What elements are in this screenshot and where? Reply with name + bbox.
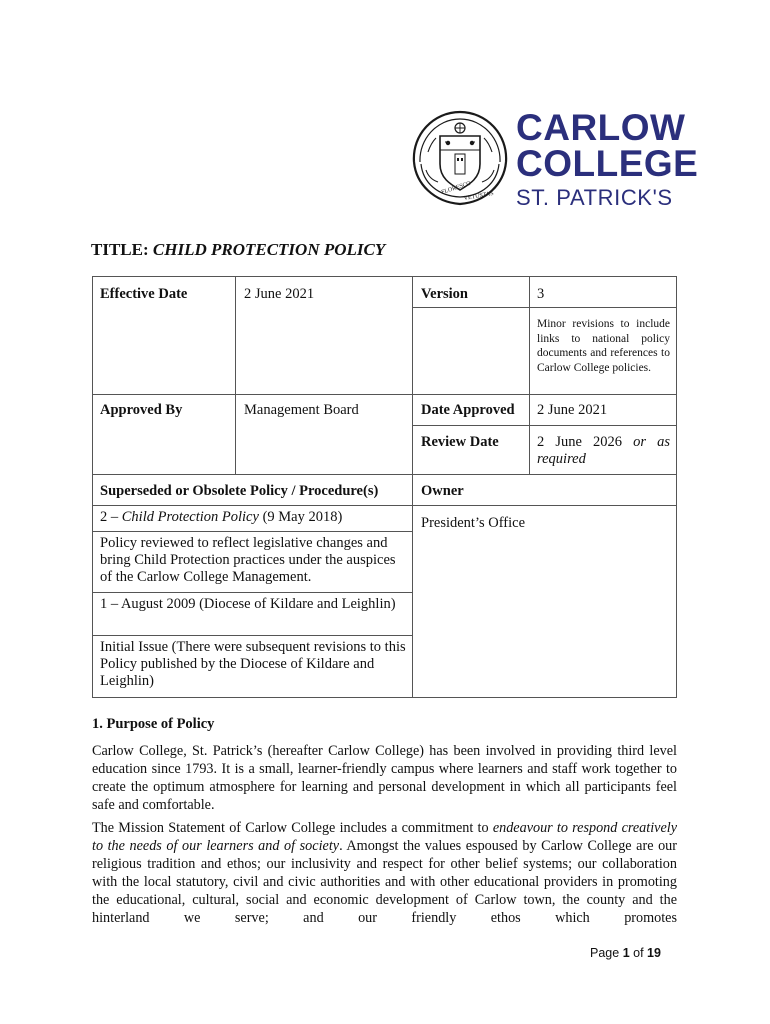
review-date-label: Review Date <box>421 434 499 450</box>
table-border-top <box>92 276 677 277</box>
table-col-rule-3 <box>529 276 530 475</box>
of-word: of <box>633 946 644 960</box>
carlow-college-crest <box>404 104 516 212</box>
review-date-suffix: or as required <box>537 434 670 467</box>
paragraph-introduction: Carlow College, St. Patrick’s (hereafter Carlow College) has been involved in providing third level education since 1793. It is a small, learner-friendly campus where learners and staff work together to create the optimum atmosphere for learning and personal development in which all participants feel safe and comfortable. <box>92 743 677 813</box>
paragraph-mission-statement <box>92 819 677 927</box>
owner-value: President’s Office <box>421 515 526 531</box>
mission-text-start: The Mission Statement of Carlow College includes a commitment to <box>92 820 493 836</box>
title-value: CHILD PROTECTION POLICY <box>152 240 386 259</box>
policy-details-table <box>92 276 677 698</box>
date-approved-label: Date Approved <box>421 402 515 418</box>
table-rule-superseded-header <box>92 505 677 506</box>
college-wordmark <box>516 107 699 212</box>
version-note: Minor revisions to include links to national policy documents and references to Carlow College policies. <box>537 318 670 374</box>
mission-text-rest: . Amongst the values espoused by Carlow College are our religious tradition and ethos; our inclusivity and respect for other belief systems; our collaboration with the local statutory, civil and civic authorities and with other educational providers in promoting the educational, cultural, social and economic development of Carlow town, the county and the hinterland we serve; and our friendly ethos which promotes <box>92 838 677 926</box>
wordmark-college: COLLEGE <box>516 143 699 184</box>
svg-text:FLORESCO: FLORESCO <box>440 180 472 196</box>
table-rule-approved <box>92 394 677 395</box>
wordmark-carlow: CARLOW <box>516 107 686 148</box>
page-number <box>590 946 661 960</box>
table-border-left <box>92 276 93 698</box>
wordmark-st-patricks: ST. PATRICK'S <box>516 185 673 210</box>
table-rule-superseded <box>92 474 677 475</box>
effective-date-value: 2 June 2021 <box>244 286 315 302</box>
svg-text:VETUSTAS: VETUSTAS <box>463 190 495 202</box>
page-word: Page <box>590 946 620 960</box>
table-rule-item3 <box>92 635 412 636</box>
superseded-item-1 <box>100 509 405 526</box>
version-label: Version <box>421 286 468 302</box>
superseded-item-2: Policy reviewed to reflect legislative changes and bring Child Protection practices under the auspices of the Carlow College Management. <box>100 535 396 585</box>
table-rule-review <box>412 425 677 426</box>
owner-label: Owner <box>421 483 464 499</box>
mission-text-quote: endeavour to respond creatively to the needs of our learners and of society <box>92 820 677 854</box>
review-date-value: 2 June 2026 <box>537 434 623 450</box>
version-value: 3 <box>537 286 545 302</box>
superseded-item-1-title: Child Protection Policy <box>121 509 259 525</box>
superseded-item-1-date: (9 May 2018) <box>258 509 343 525</box>
title-label: TITLE: <box>91 240 149 259</box>
page-current: 1 <box>622 946 630 960</box>
superseded-label: Superseded or Obsolete Policy / Procedure(s) <box>100 483 379 499</box>
table-rule-version <box>412 307 677 308</box>
approved-by-label: Approved By <box>100 402 183 418</box>
page-total: 19 <box>647 946 661 960</box>
approved-by-value: Management Board <box>244 402 359 418</box>
table-border-bottom <box>92 697 677 698</box>
table-col-rule-2 <box>412 276 413 698</box>
date-approved-value: 2 June 2021 <box>537 402 608 418</box>
effective-date-label: Effective Date <box>100 286 188 302</box>
table-rule-item2 <box>92 592 412 593</box>
superseded-item-1-prefix: 2 – <box>100 509 122 525</box>
document-title <box>91 240 385 260</box>
superseded-item-3: 1 – August 2009 (Diocese of Kildare and Leighlin) <box>100 596 396 612</box>
section-heading-purpose: 1. Purpose of Policy <box>92 716 215 732</box>
superseded-item-4: Initial Issue (There were subsequent revisions to this Policy published by the Diocese of Kildare and Leighlin) <box>100 639 406 689</box>
table-rule-item1 <box>92 531 412 532</box>
table-border-right <box>676 276 677 698</box>
review-date-cell <box>537 434 670 468</box>
table-col-rule-1 <box>235 276 236 475</box>
